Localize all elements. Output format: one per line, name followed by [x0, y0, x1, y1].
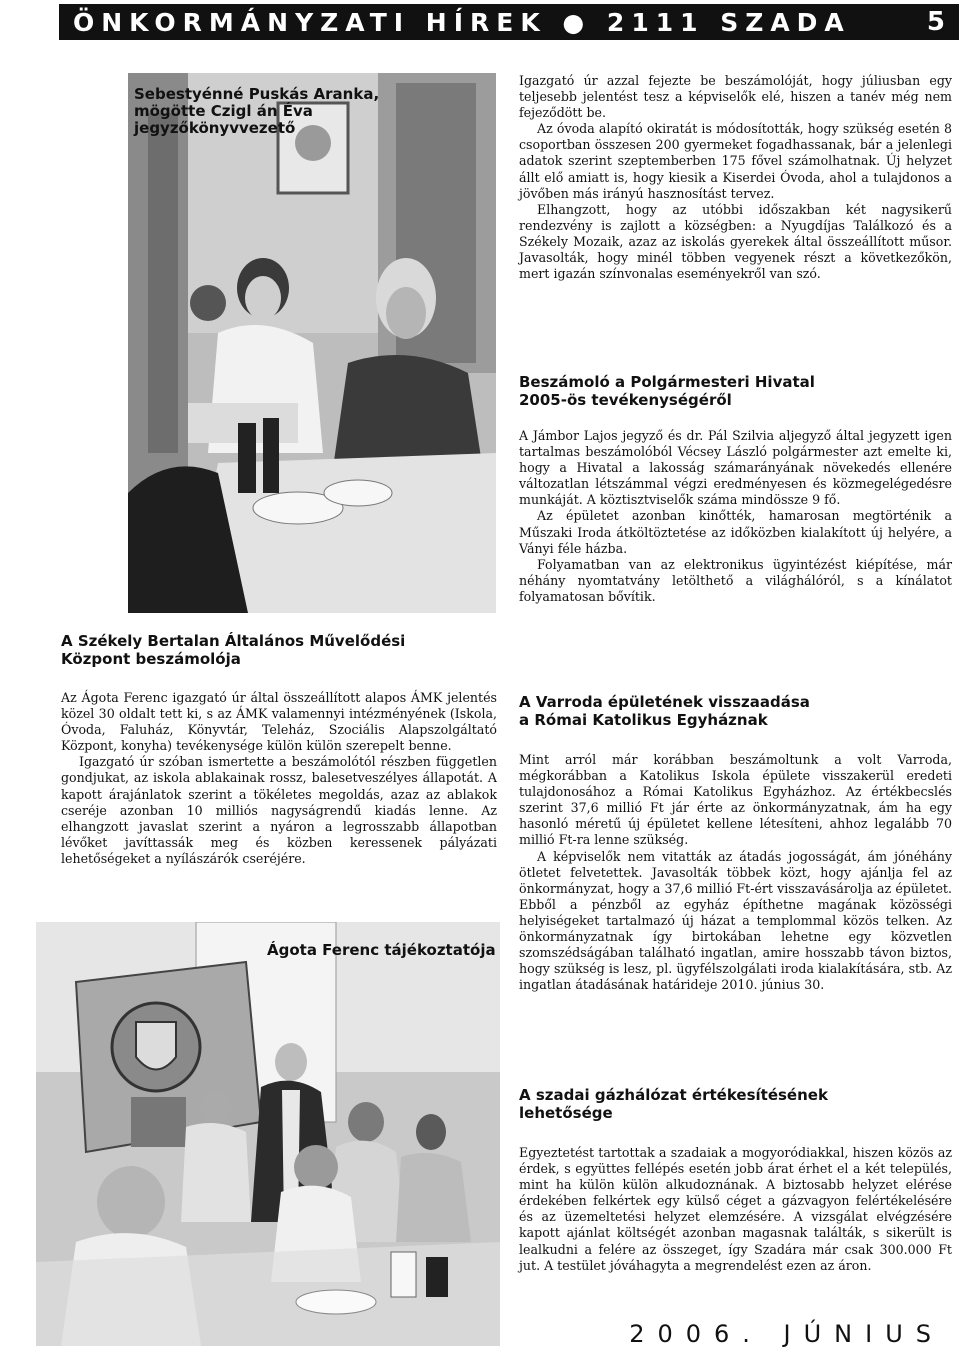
paragraph: Mint arról már korábban beszámoltunk a volt Varroda, mégkorábban a Katolikus Iskola épülete visszakerül eredeti tulajdonosához a Római Katolikus Egyházhoz. Az értékbecslés szerint 37,6 millió Ft jár érte az önkormányzatnak, ám ha egy hasonló méretű új épületet kellene létesíteni, ahhoz legalább 70 millió Ft-ra lenne szükség. [519, 752, 952, 848]
heading-line: A szadai gázhálózat értékesítésének [519, 1086, 828, 1104]
paragraph: A Jámbor Lajos jegyző és dr. Pál Szilvia aljegyző által jegyzett igen tartalmas beszámolóból Vécsey László polgármester azt emelte ki, hogy a Hivatal a lakosság számarányának növekedés ellenére változatlan létszámmal végzi eredményesen és közmegelégedésre munkáját. A köztisztviselők száma mindössze 9 fő. [519, 428, 952, 508]
heading-line: Beszámoló a Polgármesteri Hivatal [519, 373, 815, 391]
hivatal-heading [519, 373, 952, 409]
heading-line: 2005-ös tevékenységéről [519, 391, 732, 409]
gaz-heading [519, 1086, 952, 1122]
hivatal-text [519, 428, 952, 605]
paragraph: Igazgató úr azzal fejezte be beszámolóját, hogy júliusban egy teljesebb jelentést tesz a képviselők elé, hiszen a tanév még nem fejeződött be. [519, 73, 952, 121]
top-photo-caption [134, 86, 404, 137]
paragraph: Az Ágota Ferenc igazgató úr által összeállított alapos ÁMK jelentés közel 30 oldalt tett ki, s az ÁMK valamennyi intézményének (Iskola, Óvoda, Faluház, Könyvtár, Teleház, Szociális Alapszolgáltató Központ, konyha) tevékenysége külön külön szerepelt benne. [61, 690, 497, 754]
caption-line: Sebestyénné Puskás Aranka, [134, 85, 380, 103]
paragraph: Igazgató úr szóban ismertette a beszámolótól részben független gondjukat, az iskola ablakainak rossz, balesetveszélyes állapotát. A kapott árajánlatok szerint a tökéletes megoldás, azaz az ablakok cseréje azonban 10 milliós nagyságrendű kiadás lenne. Az elhangzott javaslat szerint a nyáron a legrosszabb állapotban lévőket javíttassák meg és közben keressenek pályázati lehetőségeket a nyílászárók cseréjére. [61, 754, 497, 866]
gaz-text [519, 1145, 952, 1274]
paragraph: Elhangzott, hogy az utóbbi időszakban két nagysikerű rendezvény is zajlott a községben: a Nyugdíjas Találkozó és a Székely Mozaik, azaz az iskolás gyerekek által összeállított műsor. Javasolták, hogy minél többen vegyenek részt a következőkön, mert igazán színvonalas eseményekről van szó. [519, 201, 952, 282]
varroda-heading [519, 693, 952, 729]
bottom-photo-caption: Ágota Ferenc tájékoztatója [267, 941, 496, 959]
heading-line: lehetősége [519, 1104, 613, 1122]
page-header [59, 4, 959, 40]
caption-line: mögötte Czigl án Éva [134, 102, 313, 120]
report-continuation [519, 73, 952, 282]
varroda-text [519, 752, 952, 993]
heading-line: A Varroda épületének visszaadása [519, 693, 810, 711]
heading-line: A Székely Bertalan Általános Művelődési [61, 632, 406, 650]
paragraph: A képviselők nem vitatták az átadás jogosságát, ám jónéhány ötletet felvetettek. Javasolták többek közt, hogy ajánlja fel az önkormányzat, hogy a 37,6 millió Ft-ért visszavásárolja az épületet. Ebből a pénzből az egyház építhetne magának közösségi helyiségeket tartalmazó új házat a templommal közös telken. Az önkormányzatnak így birtokában lehetne egy közvetlen szomszédságában található ingatlan, amire hosszabb távon biztos, hogy szükség is lesz, pl. ügyfélszolgálati iroda kialakítására, stb. Az ingatlan átadásának határideje 2010. június 30. [519, 848, 952, 993]
paragraph: Az óvoda alapító okiratát is módosították, hogy szükség esetén 8 csoportban összesen 200 gyermeket fogadhassanak, bár a jelenlegi adatok szerint szeptemberben 175 fővel számolhatnak. Új helyzet állt elő amiatt is, hogy kiesik a Kiserdei Óvoda, ahol a tulajdonos a jövőben más irányú hasznosítást tervez. [519, 121, 952, 201]
paragraph: Folyamatban van az elektronikus ügyintézést kiépítése, már néhány nyomtatvány letölthető a világhálóról, s a kínálatot folyamatosan bővítik. [519, 556, 952, 604]
heading-line: a Római Katolikus Egyháznak [519, 711, 768, 729]
heading-line: Központ beszámolója [61, 650, 241, 668]
page-number: 5 [926, 7, 945, 37]
meeting-photo-2 [36, 922, 500, 1346]
header-title: ÖNKORMÁNYZATI HÍREK ● 2111 SZADA [73, 7, 851, 37]
szekely-text [61, 690, 497, 867]
paragraph: Egyeztetést tartottak a szadaiak a mogyoródiakkal, hiszen közös az érdek, s együttes fellépés esetén jobb árat érhet el a két település, mint ha külön külön alkudoznának. A biztosabb helyzet elérése érdekében felkértek egy külső céget a gázvagyon felértékelésére és az üzemeltetési helyzet elemzésére. A vizsgálat elvégzésére kapott ajánlat költségét azonban magasnak találták, s sikerült is lealkudni a felére az összeget, így Szadára már csak 300.000 Ft jut. A testület jóváhagyta a megrendelést ezen az áron. [519, 1145, 952, 1273]
meeting-photo [128, 73, 496, 613]
caption-line: jegyzőkönyvvezető [134, 119, 296, 137]
issue-date: 2006. JÚNIUS [629, 1320, 944, 1348]
szekely-heading [61, 632, 501, 668]
paragraph: Az épületet azonban kinőtték, hamarosan megtörténik a Műszaki Iroda átköltöztetése az időközben kialakított új helyére, a Ványi féle házba. [519, 508, 952, 556]
